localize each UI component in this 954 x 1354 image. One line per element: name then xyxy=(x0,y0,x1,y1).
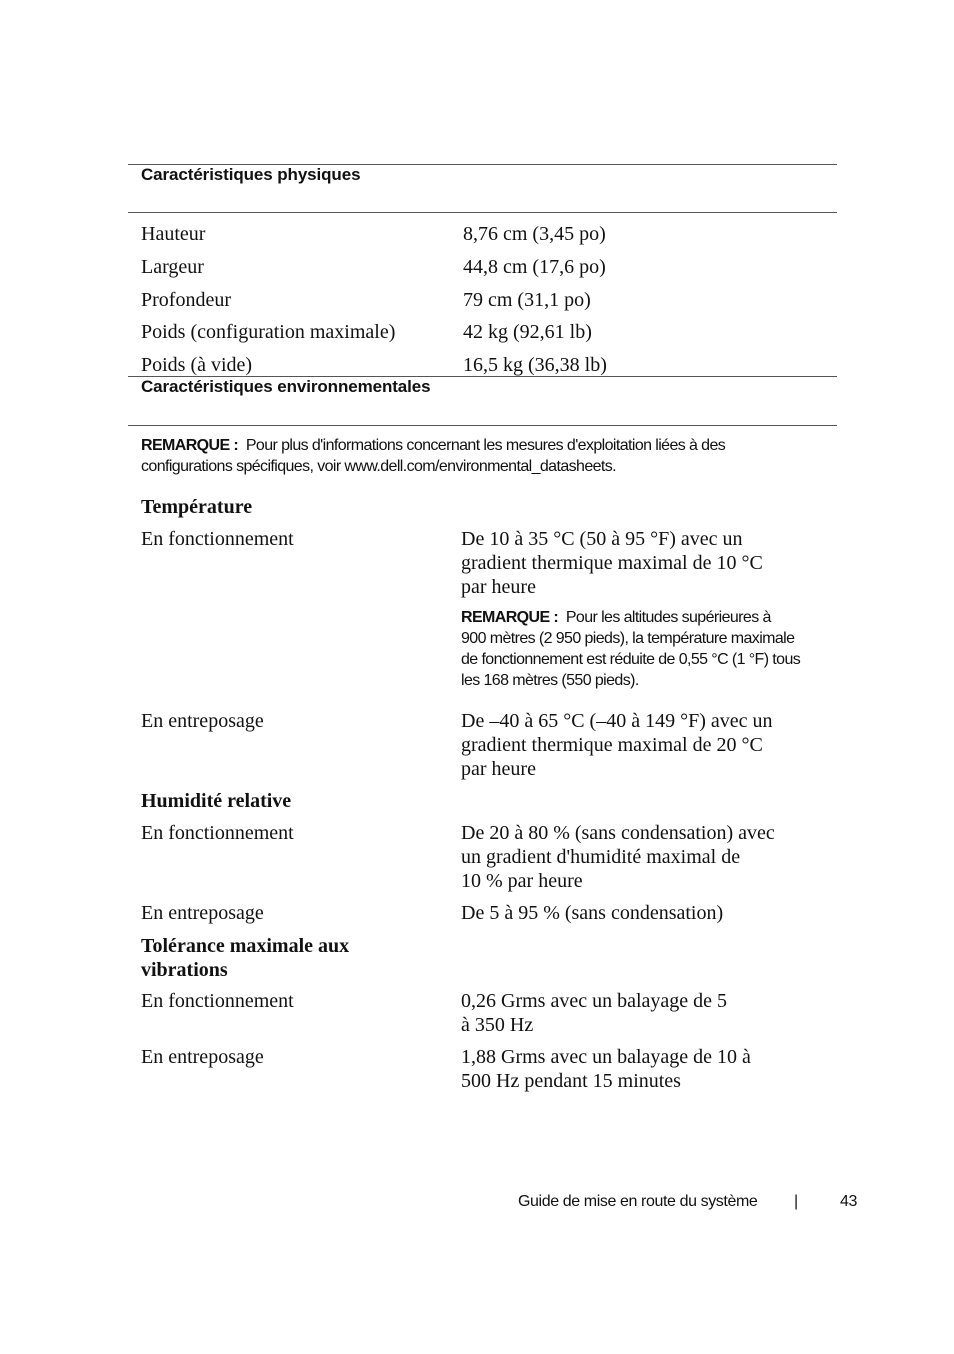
note-line: Pour les altitudes supérieures à xyxy=(565,609,771,626)
vibration-operating-label: En fonctionnement xyxy=(141,990,294,1012)
value-line: De 5 à 95 % (sans condensation) xyxy=(461,902,724,924)
value-line: gradient thermique maximal de 20 °C xyxy=(461,734,763,756)
humidity-heading: Humidité relative xyxy=(141,790,292,812)
footer-separator: | xyxy=(794,1193,798,1210)
value-line: De –40 à 65 °C (–40 à 149 °F) avec un xyxy=(461,710,773,732)
row-label: Poids (configuration maximale) xyxy=(141,321,396,343)
vibration-storage-value xyxy=(461,1045,751,1093)
note-line: Pour plus d'informations concernant les mesures d'exploitation liées à des xyxy=(245,437,726,454)
row-label: Poids (à vide) xyxy=(141,354,253,376)
value-line: 500 Hz pendant 15 minutes xyxy=(461,1070,681,1092)
value-line: 10 % par heure xyxy=(461,870,583,892)
note-line: les 168 mètres (550 pieds). xyxy=(461,672,639,689)
heading-line: vibrations xyxy=(141,959,228,981)
note-line: configurations spécifiques, voir www.dell.com/environmental_datasheets. xyxy=(141,458,617,475)
page-number: 43 xyxy=(840,1193,857,1210)
humidity-storage-value xyxy=(461,901,723,925)
value-line: 0,26 Grms avec un balayage de 5 xyxy=(461,990,728,1012)
humidity-storage-label: En entreposage xyxy=(141,902,264,924)
row-value: 79 cm (31,1 po) xyxy=(463,289,591,311)
environmental-note xyxy=(141,435,725,477)
value-line: à 350 Hz xyxy=(461,1014,534,1036)
note-line: 900 mètres (2 950 pieds), la température maximale xyxy=(461,630,795,647)
temperature-heading: Température xyxy=(141,496,253,518)
value-line: 1,88 Grms avec un balayage de 10 à xyxy=(461,1046,751,1068)
value-line: un gradient d'humidité maximal de xyxy=(461,846,741,868)
temperature-operating-value xyxy=(461,527,763,599)
note-tag: REMARQUE : xyxy=(461,609,559,626)
vibration-heading xyxy=(141,934,349,982)
physical-heading-rule xyxy=(128,212,837,213)
temperature-storage-label: En entreposage xyxy=(141,710,264,732)
humidity-operating-label: En fonctionnement xyxy=(141,822,294,844)
physical-heading: Caractéristiques physiques xyxy=(141,165,361,184)
row-label: Hauteur xyxy=(141,223,206,245)
value-line: gradient thermique maximal de 10 °C xyxy=(461,552,763,574)
value-line: par heure xyxy=(461,576,536,598)
value-line: par heure xyxy=(461,758,536,780)
heading-line: Tolérance maximale aux xyxy=(141,935,350,957)
row-value: 42 kg (92,61 lb) xyxy=(463,321,592,343)
value-line: De 10 à 35 °C (50 à 95 °F) avec un xyxy=(461,528,743,550)
humidity-operating-value xyxy=(461,821,775,893)
temperature-operating-note xyxy=(461,607,800,691)
row-value: 44,8 cm (17,6 po) xyxy=(463,256,606,278)
environmental-heading-rule xyxy=(128,425,837,426)
row-value: 8,76 cm (3,45 po) xyxy=(463,223,606,245)
vibration-operating-value xyxy=(461,989,727,1037)
temperature-storage-value xyxy=(461,709,772,781)
note-line: de fonctionnement est réduite de 0,55 °C (1 °F) tous xyxy=(461,651,801,668)
temperature-operating-label: En fonctionnement xyxy=(141,528,294,550)
note-tag: REMARQUE : xyxy=(141,437,239,454)
footer-title: Guide de mise en route du système xyxy=(518,1193,758,1210)
environmental-heading: Caractéristiques environnementales xyxy=(141,377,431,396)
value-line: De 20 à 80 % (sans condensation) avec xyxy=(461,822,775,844)
row-value: 16,5 kg (36,38 lb) xyxy=(463,354,607,376)
vibration-storage-label: En entreposage xyxy=(141,1046,264,1068)
row-label: Largeur xyxy=(141,256,204,278)
row-label: Profondeur xyxy=(141,289,231,311)
